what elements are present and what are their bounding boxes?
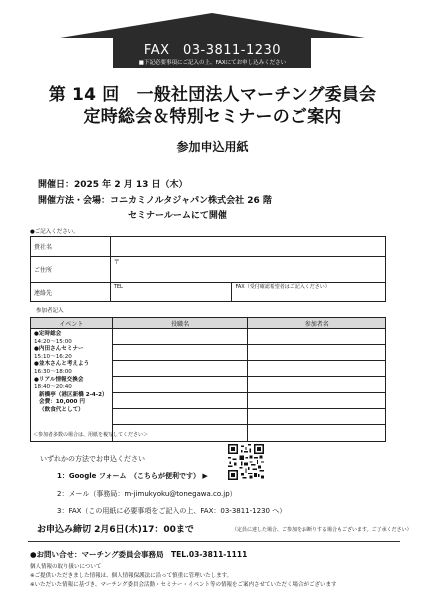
col-header-attendee: 参加者名 (248, 318, 386, 329)
fill-in-prompt: ●ご記入ください。 (30, 229, 79, 235)
party-place: 新橋亭（港区新橋 2-4-2） (39, 391, 108, 398)
address-field[interactable] (110, 257, 385, 283)
attendee-table (30, 317, 386, 442)
event-date: 開催日：2025 年 2 月 13 日（木） (38, 180, 188, 190)
event-2-name: ●内田さんセミナー (34, 346, 84, 353)
party-fee: 会費：10,000 円 (39, 399, 85, 406)
event-3-time: 16:30～18:00 (34, 368, 72, 375)
page-title-line1: 第 14 回 一般社団法人マーチング委員会 (48, 85, 377, 105)
tel-label: TEL (113, 284, 123, 290)
event-2-time: 15:10～16:20 (34, 353, 72, 360)
position-field-4[interactable] (112, 377, 248, 393)
divider (28, 541, 400, 542)
header-fax-note: ■下記必要事項にご記入の上、FAXにてお申し込みください (138, 60, 287, 66)
position-field-3[interactable] (112, 361, 248, 377)
attendee-field-6[interactable] (248, 409, 386, 425)
contact-label: 連絡先 (31, 283, 111, 302)
postal-mark: 〒 (113, 259, 120, 266)
qr-code[interactable] (228, 444, 264, 480)
attendee-field-1[interactable] (248, 329, 386, 345)
tel-field[interactable] (110, 283, 232, 302)
contact-info: ●お問い合せ：マーチング委員会事務局 TEL.03-3811-1111 (30, 550, 248, 559)
company-name-label: 貴社名 (31, 237, 111, 257)
col-header-event: イベント (31, 318, 113, 329)
apply-method-fax: 3：FAX（この用紙に必要事項をご記入の上、FAX：03-3811-1230 へ） (57, 507, 287, 515)
col-header-position: 役職名 (112, 318, 248, 329)
event-1-time: 14:20～15:00 (34, 338, 72, 345)
attendee-field-5[interactable] (248, 393, 386, 409)
event-method-venue: 開催方法・会場：コニカミノルタジャパン株式会社 26 階 (38, 196, 272, 206)
deadline-note: （定員に達した場合、ご参加をお断りする場合もございます。ご了承ください） (232, 527, 412, 533)
privacy-title: 個人情報の取り扱いについて (30, 564, 102, 570)
attendee-field-4[interactable] (248, 377, 386, 393)
apply-method-email: 2：メール（事務局：m-jimukyoku@tonegawa.co.jp） (57, 490, 237, 498)
attendee-field-2[interactable] (248, 345, 386, 361)
address-label: ご住所 (31, 257, 111, 283)
apply-intro: いずれかの方法でお申込ください (40, 455, 145, 463)
arrow-right-icon: ▶ (202, 472, 208, 480)
event-4-name: ●リアル情報交換会 (34, 376, 84, 383)
position-field-2[interactable] (112, 345, 248, 361)
form-title: 参加申込用紙 (176, 140, 249, 154)
event-venue-room: セミナールームにて開催 (128, 211, 227, 221)
apply-method-google-form-label: 1：Google フォーム （こちらが便利です） (57, 472, 200, 480)
attendee-field-3[interactable] (248, 361, 386, 377)
privacy-line1: ※ご提供いただきました情報は、個人情報保護法に沿って慎重に管理いたします。 (30, 573, 233, 579)
applicant-form-table (30, 236, 386, 302)
event-3-name: ●並木さんと考えよう (34, 361, 90, 368)
fax-label: FAX（受付確認希望者はご記入ください） (235, 284, 330, 290)
party-fee-note: （飲食代として） (39, 406, 84, 413)
position-field-5[interactable] (112, 393, 248, 409)
fax-field[interactable] (232, 283, 386, 302)
privacy-line2: ※いただいた情報に基づき、マーチング委員会活動・セミナー・イベント等の情報をご案内させていただく場合がございます (30, 582, 337, 588)
event-4-time: 18:40～20:40 (34, 384, 72, 391)
event-1-name: ●定時総会 (34, 331, 62, 337)
deadline: お申込み締切 2月6日(木)17：00まで (37, 525, 194, 535)
copy-note: ＜参加者多数の場合は、用紙を複写してください＞ (33, 432, 149, 438)
event-list-cell (31, 329, 113, 442)
position-field-1[interactable] (112, 329, 248, 345)
attendee-field-7[interactable] (248, 425, 386, 442)
attendee-section-title: 参加者記入 (36, 308, 64, 314)
apply-method-google-form[interactable] (57, 471, 208, 481)
page-title-line2: 定時総会＆特別セミナーのご案内 (83, 107, 342, 127)
position-field-6[interactable] (112, 409, 248, 425)
header-fax-number: FAX 03-3811-1230 (143, 43, 282, 58)
company-name-field[interactable] (110, 237, 385, 257)
